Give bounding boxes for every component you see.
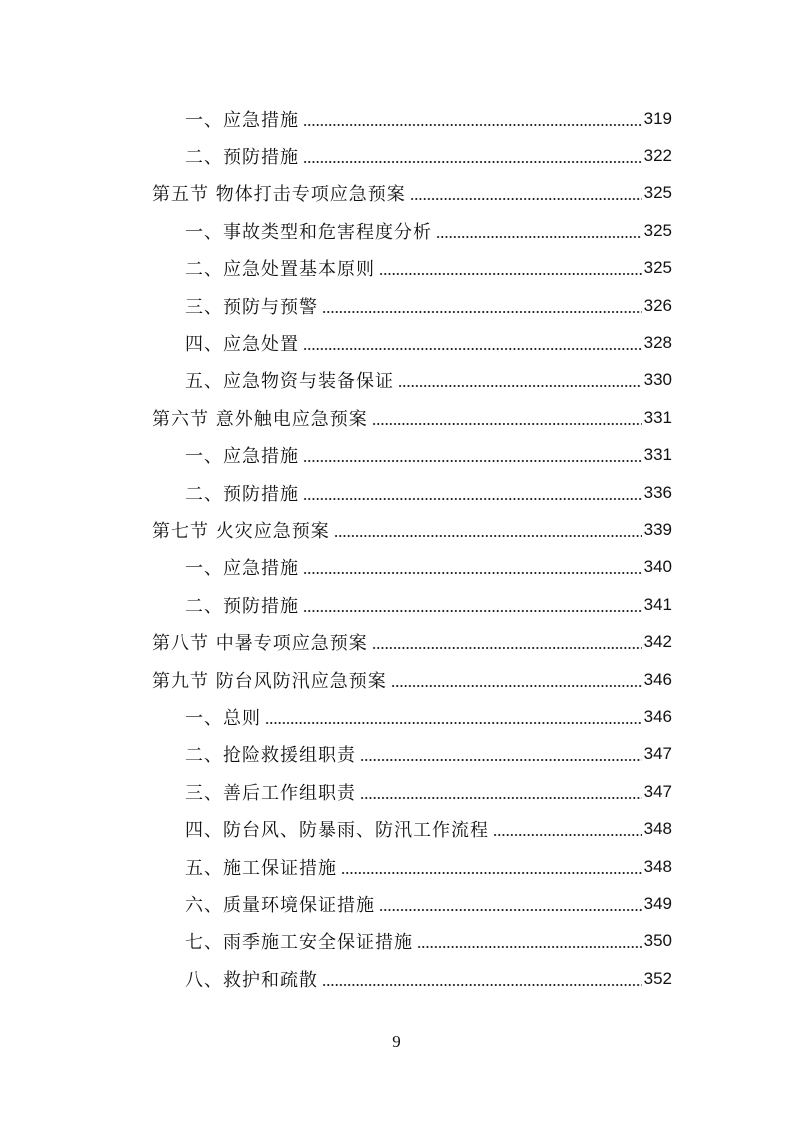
dot-leader xyxy=(360,783,642,801)
toc-entry-page: 347 xyxy=(643,744,672,764)
toc-entry-page: 340 xyxy=(643,557,672,577)
toc-entry-page: 342 xyxy=(643,632,672,652)
dot-leader xyxy=(493,820,642,838)
toc-entry-title: 二、预防措施 xyxy=(185,595,299,617)
toc-entry-page: 341 xyxy=(643,594,672,614)
toc-entry-title: 一、应急措施 xyxy=(185,109,299,131)
toc-entry-page: 336 xyxy=(643,482,672,502)
toc-entry-page: 330 xyxy=(643,370,672,390)
toc-entry-page: 325 xyxy=(643,183,672,203)
toc-entry[interactable] xyxy=(0,848,793,885)
toc-entry-page: 352 xyxy=(643,968,672,988)
toc-section-entry[interactable] xyxy=(0,511,793,548)
toc-entry-page: 348 xyxy=(643,856,672,876)
toc-entry-title: 五、应急物资与装备保证 xyxy=(185,371,394,393)
dot-leader xyxy=(303,147,642,165)
toc-entry-page: 346 xyxy=(643,669,672,689)
toc-entry-title: 第六节 意外触电应急预案 xyxy=(152,408,368,430)
dot-leader xyxy=(303,558,642,576)
toc-entry-title: 二、预防措施 xyxy=(185,147,299,169)
dot-leader xyxy=(334,521,642,539)
toc-entry-title: 一、总则 xyxy=(185,707,261,729)
toc-entry-title: 第七节 火灾应急预案 xyxy=(152,520,330,542)
dot-leader xyxy=(265,708,642,726)
toc-entry[interactable] xyxy=(0,137,793,174)
toc-entry-title: 四、应急处置 xyxy=(185,334,299,356)
toc-entry[interactable] xyxy=(0,250,793,287)
toc-entry-page: 331 xyxy=(643,407,672,427)
toc-entry[interactable] xyxy=(0,474,793,511)
dot-leader xyxy=(303,484,642,502)
toc-entry[interactable] xyxy=(0,698,793,735)
toc-entry-page: 325 xyxy=(643,258,672,278)
toc-entry-title: 五、施工保证措施 xyxy=(185,857,337,879)
dot-leader xyxy=(398,371,642,389)
toc-entry[interactable] xyxy=(0,885,793,922)
toc-entry[interactable] xyxy=(0,324,793,361)
toc-entry-title: 第五节 物体打击专项应急预案 xyxy=(152,184,406,206)
toc-entry[interactable] xyxy=(0,287,793,324)
toc-entry-title: 三、预防与预警 xyxy=(185,296,318,318)
dot-leader xyxy=(303,334,642,352)
toc-entry[interactable] xyxy=(0,212,793,249)
toc-entry[interactable] xyxy=(0,549,793,586)
toc-section-entry[interactable] xyxy=(0,175,793,212)
toc-entry-title: 七、雨季施工安全保证措施 xyxy=(185,932,413,954)
toc-entry[interactable] xyxy=(0,960,793,997)
toc-entry-page: 350 xyxy=(643,931,672,951)
toc-entry-page: 326 xyxy=(643,295,672,315)
toc-entry-page: 322 xyxy=(643,146,672,166)
toc-entry-page: 319 xyxy=(643,108,672,128)
toc-entry-title: 二、抢险救援组职责 xyxy=(185,745,356,767)
toc-entry-page: 331 xyxy=(643,445,672,465)
toc-entry[interactable] xyxy=(0,773,793,810)
dot-leader xyxy=(303,596,642,614)
dot-leader xyxy=(341,858,642,876)
toc-entry-page: 348 xyxy=(643,819,672,839)
toc-entry[interactable] xyxy=(0,736,793,773)
dot-leader xyxy=(379,895,642,913)
toc-entry-page: 328 xyxy=(643,333,672,353)
toc-entry[interactable] xyxy=(0,586,793,623)
toc-entry-title: 第八节 中暑专项应急预案 xyxy=(152,633,368,655)
dot-leader xyxy=(360,745,642,763)
toc-section-entry[interactable] xyxy=(0,661,793,698)
dot-leader xyxy=(410,184,642,202)
table-of-contents xyxy=(0,100,793,997)
toc-entry[interactable] xyxy=(0,362,793,399)
dot-leader xyxy=(391,671,642,689)
toc-entry-title: 一、事故类型和危害程度分析 xyxy=(185,221,432,243)
toc-entry-title: 第九节 防台风防汛应急预案 xyxy=(152,670,387,692)
dot-leader xyxy=(303,446,642,464)
dot-leader xyxy=(417,932,642,950)
toc-section-entry[interactable] xyxy=(0,399,793,436)
toc-entry-title: 一、应急措施 xyxy=(185,446,299,468)
toc-entry-title: 六、质量环境保证措施 xyxy=(185,894,375,916)
toc-entry[interactable] xyxy=(0,437,793,474)
toc-entry-title: 四、防台风、防暴雨、防汛工作流程 xyxy=(185,820,489,842)
toc-entry[interactable] xyxy=(0,923,793,960)
toc-entry[interactable] xyxy=(0,810,793,847)
toc-entry-title: 一、应急措施 xyxy=(185,558,299,580)
toc-entry-page: 346 xyxy=(643,706,672,726)
dot-leader xyxy=(322,297,642,315)
toc-entry-title: 八、救护和疏散 xyxy=(185,969,318,991)
toc-entry-page: 349 xyxy=(643,893,672,913)
toc-entry-title: 二、应急处置基本原则 xyxy=(185,259,375,281)
dot-leader xyxy=(379,259,642,277)
toc-entry-title: 三、善后工作组职责 xyxy=(185,782,356,804)
dot-leader xyxy=(322,970,642,988)
toc-entry-page: 325 xyxy=(643,220,672,240)
page-number: 9 xyxy=(392,1032,401,1051)
toc-section-entry[interactable] xyxy=(0,623,793,660)
toc-entry-title: 二、预防措施 xyxy=(185,483,299,505)
toc-entry-page: 339 xyxy=(643,519,672,539)
toc-entry[interactable] xyxy=(0,100,793,137)
dot-leader xyxy=(372,409,642,427)
toc-entry-page: 347 xyxy=(643,781,672,801)
dot-leader xyxy=(372,633,642,651)
dot-leader xyxy=(436,222,642,240)
dot-leader xyxy=(303,110,642,128)
